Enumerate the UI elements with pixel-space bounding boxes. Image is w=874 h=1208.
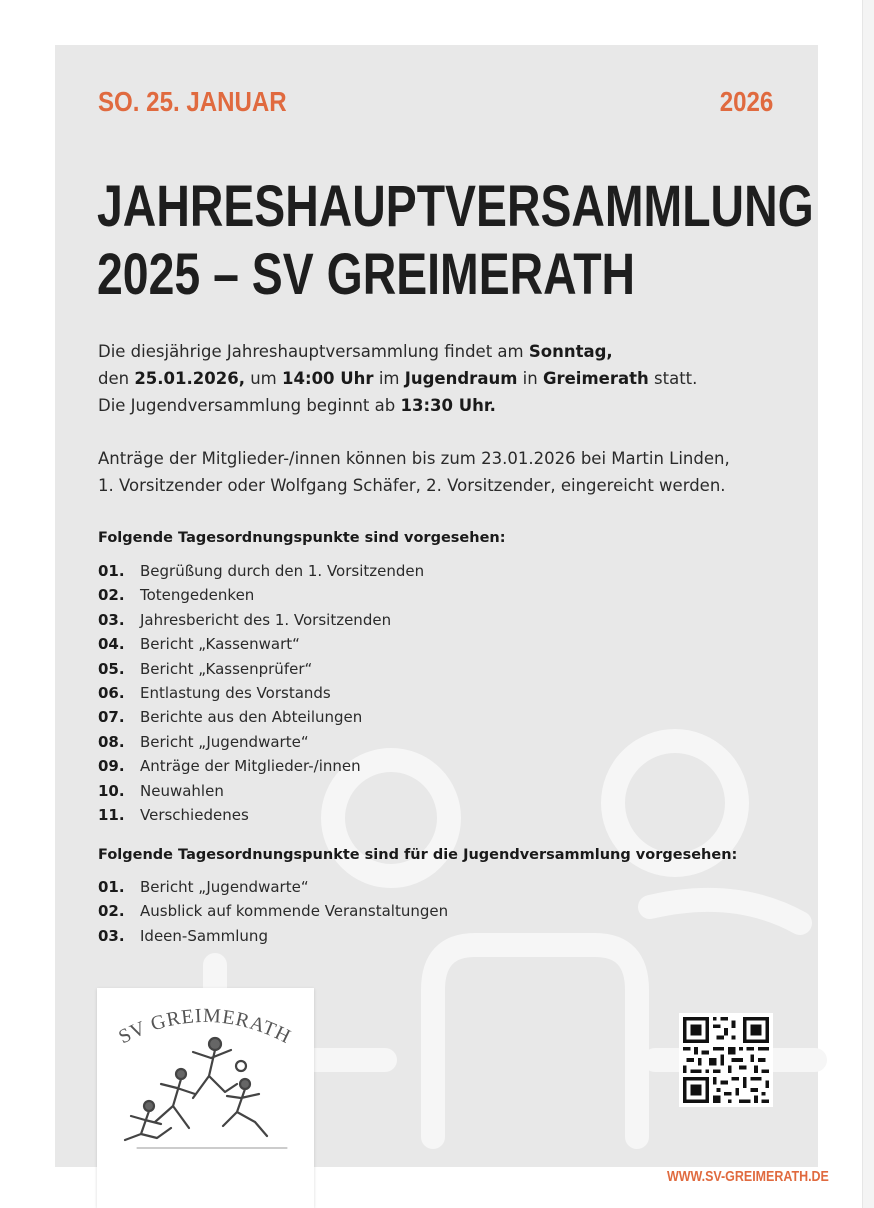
intro-text [98,338,788,499]
agenda-item-text: Bericht „Kassenwart“ [140,635,300,654]
agenda-item-number: 03. [98,610,125,629]
agenda-item [98,583,424,607]
agenda-item-number: 05. [98,659,125,678]
agenda-item [98,899,448,923]
agenda-item-number: 06. [98,683,125,702]
intro-line-1: Die diesjährige Jahreshauptversammlung findet am Sonntag, [98,342,613,361]
page-edge [862,0,874,1208]
agenda-item-text: Bericht „Kassenprüfer“ [140,659,313,678]
club-logo [97,988,314,1208]
logo-text: SV GREIMERATH [115,1004,295,1049]
agenda-item [98,608,424,632]
agenda-item-number: 09. [98,757,125,776]
intro-line-3: Die Jugendversammlung beginnt ab 13:30 Uhr. [98,396,496,415]
svg-text:SV GREIMERATH [115,1005,295,1049]
motions-line-1: Anträge der Mitglieder-/innen können bis zum 23.01.2026 bei Martin Linden, [98,449,730,468]
agenda-item-number: 01. [98,878,125,896]
agenda-item [98,705,424,729]
qr-code-icon[interactable] [679,1013,773,1107]
youth-agenda-heading: Folgende Tagesordnungspunkte sind für die Jugendversammlung vorgesehen: [98,847,738,863]
agenda-list [98,559,424,827]
agenda-item [98,730,424,754]
agenda-item-number: 02. [98,586,125,605]
agenda-item-number: 10. [98,781,125,800]
event-date: SO. 25. JANUAR [98,86,287,117]
agenda-item-number: 07. [98,708,125,727]
agenda-item-number: 02. [98,902,125,921]
motions-line-2: 1. Vorsitzender oder Wolfgang Schäfer, 2. Vorsitzender, eingereicht werden. [98,476,726,495]
agenda-item-text: Bericht „Jugendwarte“ [140,878,309,896]
agenda-item-number: 11. [98,805,125,824]
agenda-item-text: Ideen-Sammlung [140,926,268,945]
agenda-item-number: 01. [98,562,125,580]
agenda-item-text: Jahresbericht des 1. Vorsitzenden [140,610,392,629]
agenda-item-text: Neuwahlen [140,781,224,800]
intro-line-2: den 25.01.2026, um 14:00 Uhr im Jugendraum in Greimerath statt. [98,369,698,388]
agenda-item-text: Anträge der Mitglieder-/innen [140,757,361,776]
agenda-item-text: Berichte aus den Abteilungen [140,708,363,727]
agenda-item [98,924,448,948]
agenda-item-text: Totengedenken [140,586,255,605]
agenda-item [98,875,448,899]
website-link[interactable]: WWW.SV-GREIMERATH.DE [667,1169,829,1185]
agenda-item [98,803,424,827]
page-title: JAHRESHAUPTVERSAMMLUNG 2025 – SV GREIMERATH [97,174,814,307]
agenda-item [98,559,424,583]
club-logo-image [97,988,314,1208]
agenda-item [98,754,424,778]
event-year: 2026 [719,86,773,117]
agenda-item-text: Bericht „Jugendwarte“ [140,732,309,751]
agenda-item-text: Entlastung des Vorstands [140,683,331,702]
soccer-players-icon [125,1038,287,1148]
agenda-item-text: Verschiedenes [140,805,249,824]
agenda-item-number: 04. [98,635,125,654]
agenda-item-number: 08. [98,732,125,751]
agenda-item [98,779,424,803]
agenda-item-text: Begrüßung durch den 1. Vorsitzenden [140,562,425,580]
agenda-item-number: 03. [98,926,125,945]
agenda-item [98,657,424,681]
agenda-item-text: Ausblick auf kommende Veranstaltungen [140,902,449,921]
agenda-item [98,632,424,656]
agenda-heading: Folgende Tagesordnungspunkte sind vorgesehen: [98,530,506,546]
youth-agenda-list [98,875,448,948]
agenda-item [98,681,424,705]
